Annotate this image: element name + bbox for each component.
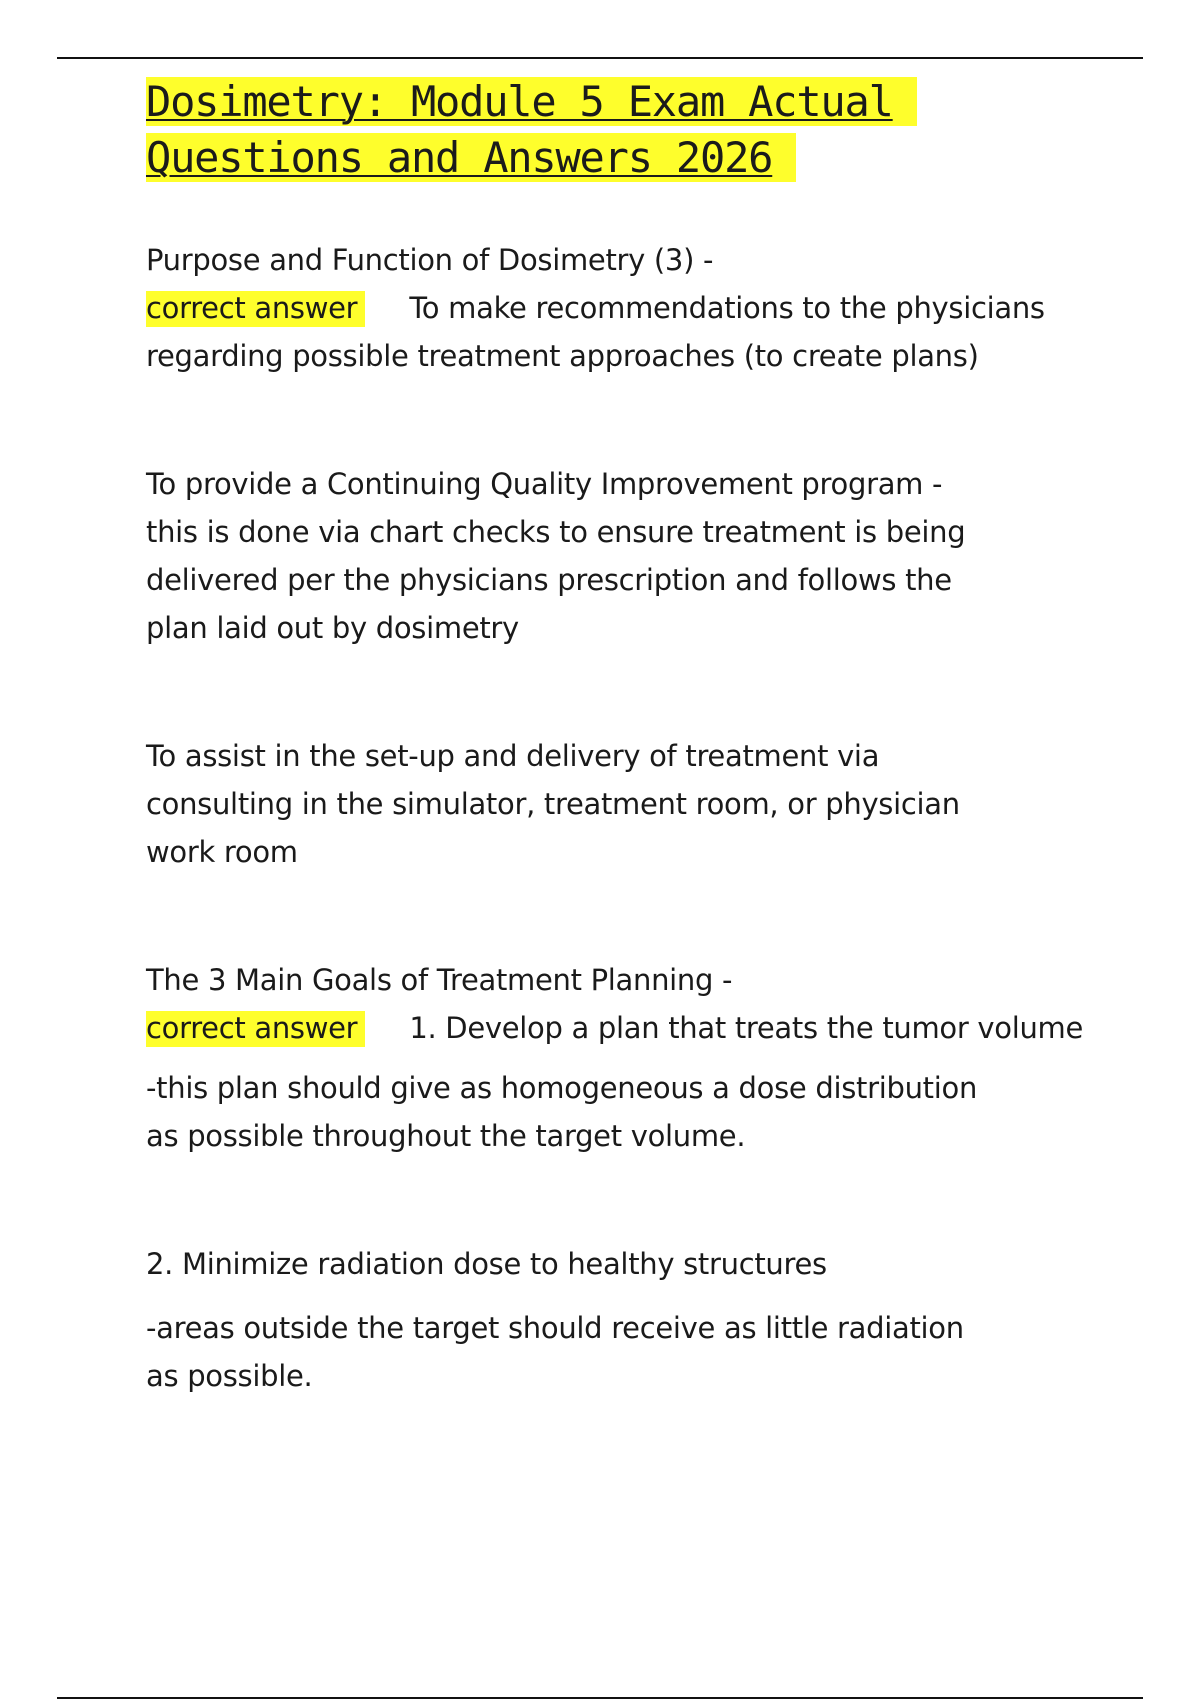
- answer-label: correct answer: [146, 291, 365, 327]
- document-page: [146, 74, 1106, 1400]
- title-line-2: Questions and Answers 2026: [146, 133, 796, 182]
- document-title: [146, 74, 1106, 186]
- question-1: Purpose and Function of Dosimetry (3) -: [146, 243, 714, 277]
- answer-1-paragraph-3: To assist in the set-up and delivery of treatment via consulting in the simulator, treatment room, or physician work room: [146, 739, 960, 869]
- answer-2-text: 1. Develop a plan that treats the tumor volume: [409, 1011, 1084, 1045]
- answer-1-text: To make recommendations to the physicians: [409, 291, 1045, 325]
- answer-1-paragraph-2: To provide a Continuing Quality Improvement program - this is done via chart checks to ensure treatment is being delivered per the physicians prescription and follows the plan laid out by dosimetry: [146, 467, 966, 645]
- answer-label: correct answer: [146, 1011, 365, 1047]
- answer-2-detail-1: -this plan should give as homogeneous a dose distribution as possible throughout the target volume.: [146, 1071, 978, 1153]
- answer-2-line: [146, 1004, 1106, 1052]
- answer-1-line: [146, 284, 1106, 332]
- top-rule: [57, 57, 1143, 59]
- answer-1-continued: regarding possible treatment approaches (to create plans): [146, 339, 979, 373]
- title-line-1: Dosimetry: Module 5 Exam Actual: [146, 77, 917, 126]
- answer-2-goal-2: 2. Minimize radiation dose to healthy structures: [146, 1247, 827, 1281]
- bottom-rule: [57, 1697, 1143, 1699]
- question-2: The 3 Main Goals of Treatment Planning -: [146, 963, 733, 997]
- answer-2-detail-2: -areas outside the target should receive as little radiation as possible.: [146, 1311, 964, 1393]
